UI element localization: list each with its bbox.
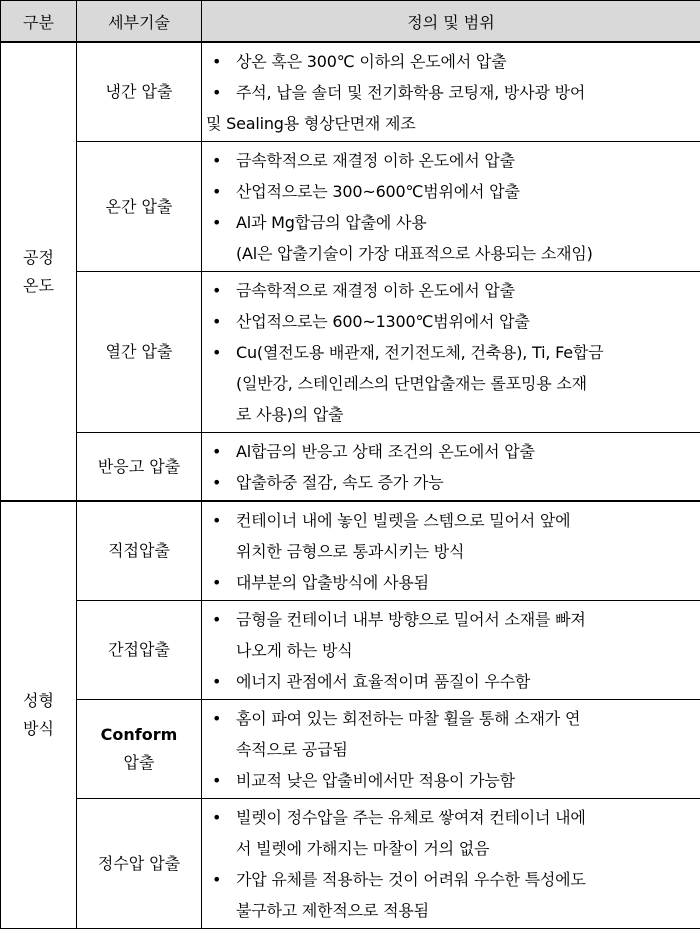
table-row — [1, 42, 700, 142]
bullet-icon: • — [212, 337, 221, 368]
list-item: • Al과 Mg합금의 압출에 사용 — [206, 207, 694, 238]
bullet-icon: • — [212, 77, 221, 108]
bullet-icon: • — [212, 46, 221, 77]
list-item: • 산업적으로는 300~600℃범위에서 압출 — [206, 176, 694, 207]
list-item: • 압출하중 절감, 속도 증가 가능 — [206, 467, 694, 498]
list-item: • 금속학적으로 재결정 이하 온도에서 압출 — [206, 145, 694, 176]
bullet-icon: • — [212, 802, 221, 833]
bullet-icon: • — [212, 604, 221, 635]
detail-direct-extrusion: 직접압출 — [77, 501, 202, 601]
header-detail-tech: 세부기술 — [77, 1, 202, 43]
list-item: • 금형을 컨테이너 내부 방향으로 밀어서 소재를 빠져 — [206, 604, 694, 635]
list-item: • 대부분의 압출방식에 사용됨 — [206, 567, 694, 598]
table-row — [1, 601, 700, 700]
table-row — [1, 799, 700, 929]
list-item: • 금속학적으로 재결정 이하 온도에서 압출 — [206, 275, 694, 306]
category-label: 성형 — [1, 687, 76, 715]
bullet-icon: • — [212, 306, 221, 337]
bullet-icon: • — [212, 864, 221, 895]
list-item: • 컨테이너 내에 놓인 빌렛을 스템으로 밀어서 앞에 — [206, 505, 694, 536]
definition-cell — [202, 700, 700, 799]
detail-cold-extrusion: 냉간 압출 — [77, 42, 202, 142]
list-item: • 가압 유체를 적용하는 것이 어려워 우수한 특성에도 — [206, 864, 694, 895]
definition-cell — [202, 799, 700, 929]
definition-cell — [202, 42, 700, 142]
list-item-continuation: 불구하고 제한적으로 적용됨 — [206, 895, 694, 926]
detail-hot-extrusion: 열간 압출 — [77, 272, 202, 433]
list-item-continuation: 위치한 금형으로 통과시키는 방식 — [206, 536, 694, 567]
bullet-icon: • — [212, 666, 221, 697]
list-item: • 빌렛이 정수압을 주는 유체로 쌓여져 컨테이너 내에 — [206, 802, 694, 833]
category-label: 방식 — [1, 715, 76, 743]
list-item: • 홈이 파여 있는 회전하는 마찰 휠을 통해 소재가 연 — [206, 703, 694, 734]
definition-cell — [202, 501, 700, 601]
category-label: 공정 — [1, 244, 76, 272]
list-item-continuation: 서 빌렛에 가해지는 마찰이 거의 없음 — [206, 833, 694, 864]
list-item: • Cu(열전도용 배관재, 전기전도체, 건축용), Ti, Fe합금 — [206, 337, 694, 368]
bullet-icon: • — [212, 567, 221, 598]
list-item-continuation: 로 사용)의 압출 — [206, 399, 694, 430]
table-row — [1, 433, 700, 502]
detail-label: 압출 — [77, 749, 201, 777]
table-row — [1, 501, 700, 601]
category-label: 온도 — [1, 272, 76, 300]
definition-cell — [202, 142, 700, 272]
list-item-continuation: 나오게 하는 방식 — [206, 635, 694, 666]
bullet-icon: • — [212, 436, 221, 467]
bullet-icon: • — [212, 145, 221, 176]
list-item: • 상온 혹은 300℃ 이하의 온도에서 압출 — [206, 46, 694, 77]
bullet-icon: • — [212, 207, 221, 238]
list-item-continuation: 및 Sealing용 형상단면재 제조 — [206, 108, 694, 139]
list-item: • 산업적으로는 600~1300℃범위에서 압출 — [206, 306, 694, 337]
table-row — [1, 142, 700, 272]
detail-semisolid-extrusion: 반응고 압출 — [77, 433, 202, 502]
list-item: • Al합금의 반응고 상태 조건의 온도에서 압출 — [206, 436, 694, 467]
table-row — [1, 272, 700, 433]
list-item-continuation: (Al은 압출기술이 가장 대표적으로 사용되는 소재임) — [206, 238, 694, 269]
definition-cell — [202, 272, 700, 433]
bullet-icon: • — [212, 765, 221, 796]
category-process-temperature — [1, 42, 77, 501]
detail-conform-extrusion — [77, 700, 202, 799]
bullet-icon: • — [212, 176, 221, 207]
bullet-icon: • — [212, 275, 221, 306]
category-forming-method — [1, 501, 77, 929]
header-row — [1, 1, 700, 43]
list-item: • 비교적 낮은 압출비에서만 적용이 가능함 — [206, 765, 694, 796]
detail-label: Conform — [77, 721, 201, 749]
list-item-continuation: (일반강, 스테인레스의 단면압출재는 롤포밍용 소재 — [206, 368, 694, 399]
bullet-icon: • — [212, 703, 221, 734]
bullet-icon: • — [212, 505, 221, 536]
detail-indirect-extrusion: 간접압출 — [77, 601, 202, 700]
list-item: • 에너지 관점에서 효율적이며 품질이 우수함 — [206, 666, 694, 697]
header-definition: 정의 및 범위 — [202, 1, 700, 43]
list-item-continuation: 속적으로 공급됨 — [206, 734, 694, 765]
detail-warm-extrusion: 온간 압출 — [77, 142, 202, 272]
definition-cell — [202, 433, 700, 502]
definition-cell — [202, 601, 700, 700]
header-category: 구분 — [1, 1, 77, 43]
bullet-icon: • — [212, 467, 221, 498]
detail-hydrostatic-extrusion: 정수압 압출 — [77, 799, 202, 929]
table-row — [1, 700, 700, 799]
list-item: • 주석, 납을 솔더 및 전기화학용 코팅재, 방사광 방어 — [206, 77, 694, 108]
